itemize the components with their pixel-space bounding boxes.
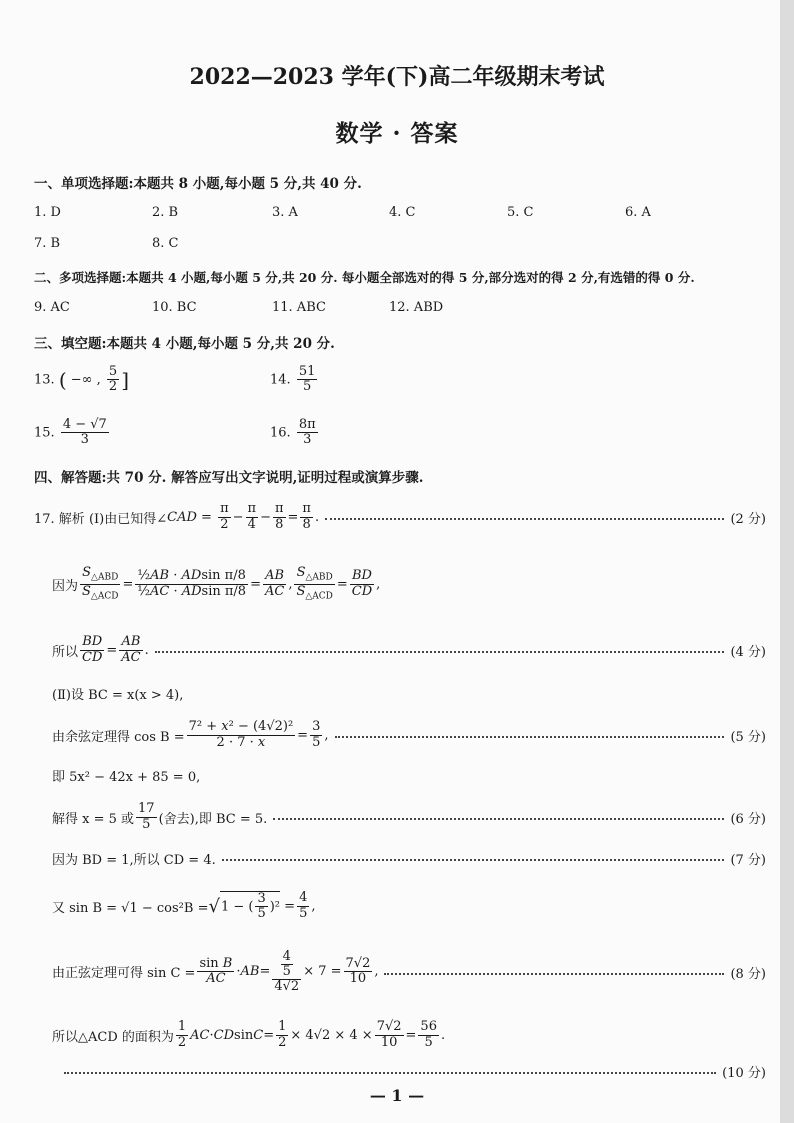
answer-16: 16. $\frac{8\pi}{3}$ xyxy=(270,417,316,448)
answer-9: 9. AC xyxy=(34,300,70,315)
answer-2: 2. B xyxy=(152,205,179,220)
section3-heading: 三、填空题:本题共 4 小题,每小题 5 分,共 20 分. xyxy=(34,336,335,352)
solution-line-12 xyxy=(34,1062,766,1080)
section1-heading: 一、单项选择题:本题共 8 小题,每小题 5 分,共 40 分. xyxy=(34,176,362,192)
solution-line-9: 又 sin B = √1 − cos²B = √ 1 − ( $\frac{3}{5}$ )² = $\frac{4}{5}$ , xyxy=(52,890,316,921)
section2-heading: 二、多项选择题:本题共 4 小题,每小题 5 分,共 20 分. 每小题全部选对的得 5 分,部分选对的得 2 分,有选错的得 0 分. xyxy=(34,270,695,285)
section4-heading: 四、解答题:共 70 分. 解答应写出文字说明,证明过程或演算步骤. xyxy=(34,470,424,486)
solution-line-3: 所以 $\frac{BD}{CD}$ = $\frac{AB}{AC}$ . (4 分) xyxy=(52,634,766,665)
answer-10: 10. BC xyxy=(152,300,197,315)
score-7: (10 分) xyxy=(722,1065,766,1081)
solution-line-5: 由余弦定理得 cos B = $\frac{\text{7² + x² − (4√2)²}}{2 \cdot 7 \cdot x}$ = $\frac{3}{5}$ , (5 分) xyxy=(52,719,766,750)
answer-15: 15. $\frac{4 - √7}{3}$ xyxy=(34,417,107,448)
scan-edge xyxy=(780,0,794,1123)
answer-8: 8. C xyxy=(152,236,179,251)
solution-line-4: (Ⅱ)设 BC = x(x > 4), xyxy=(52,688,184,703)
answer-1: 1. D xyxy=(34,205,61,220)
solution-line-1: 17. 解析 (Ⅰ)由已知得∠ CAD = $\frac{\pi}{2}$ − $\frac{\pi}{4}$ − $\frac{\pi}{8}$ = $\frac{\pi}{8}$ . (2 分) xyxy=(34,501,766,532)
solution-line-8: 因为 BD = 1,所以 CD = 4. (7 分) xyxy=(34,848,766,868)
answer-4: 4. C xyxy=(389,205,416,220)
score-3: (5 分) xyxy=(730,729,766,745)
page-number: — 1 — xyxy=(369,1086,425,1105)
answer-13: 13. ( −∞ , $\frac{5}{2}$ ] xyxy=(34,364,129,395)
answer-7: 7. B xyxy=(34,236,61,251)
answer-14: 14. $\frac{51}{5}$ xyxy=(270,364,316,395)
answer-6: 6. A xyxy=(625,205,651,220)
solution-line-11: 所以△ACD 的面积为 $\frac{1}{2}$ AC · CD sin C = $\frac{1}{2}$ × 4√2 × 4 × $\frac{7√2}{10}$ = $\frac{56}{5}$ . xyxy=(52,1019,446,1050)
answer-3: 3. A xyxy=(272,205,298,220)
score-4: (6 分) xyxy=(730,811,766,827)
score-6: (8 分) xyxy=(730,966,766,982)
score-2: (4 分) xyxy=(730,644,766,660)
solution-line-7: 解得 x = 5 或 $\frac{17}{5}$ (舍去),即 BC = 5. (6 分) xyxy=(52,801,766,832)
answer-11: 11. ABC xyxy=(272,300,326,315)
solution-line-10: 由正弦定理可得 sin C = $\frac{\text{sin B}}{AC}$ · AB = $\frac{\frac{4}{5}}{4√2}$ × 7 = $\frac{7√2}{10}$ , (8 分) xyxy=(52,948,766,995)
solution-line-6: 即 5x² − 42x + 85 = 0, xyxy=(52,770,201,785)
exam-subtitle: 数学 · 答案 xyxy=(335,120,459,147)
answer-5: 5. C xyxy=(507,205,534,220)
solution-line-2: 因为 $\frac{S_{\triangle ABD}}{S_{\triangle ACD}}$ = $\frac{\text{½AB · ADsin π/8}}{\text{½AC · ADsin π/8}}$ = $\frac{AB}{AC}$ , $\frac{S_{\triangle ABD}}{S_{\triangle ACD}}$ = $\frac{BD}{CD}$ , xyxy=(52,565,381,602)
exam-title: 2022—2023 学年(下)高二年级期末考试 xyxy=(189,64,605,90)
answer-12: 12. ABD xyxy=(389,300,444,315)
score-5: (7 分) xyxy=(730,852,766,868)
score-1: (2 分) xyxy=(730,511,766,527)
